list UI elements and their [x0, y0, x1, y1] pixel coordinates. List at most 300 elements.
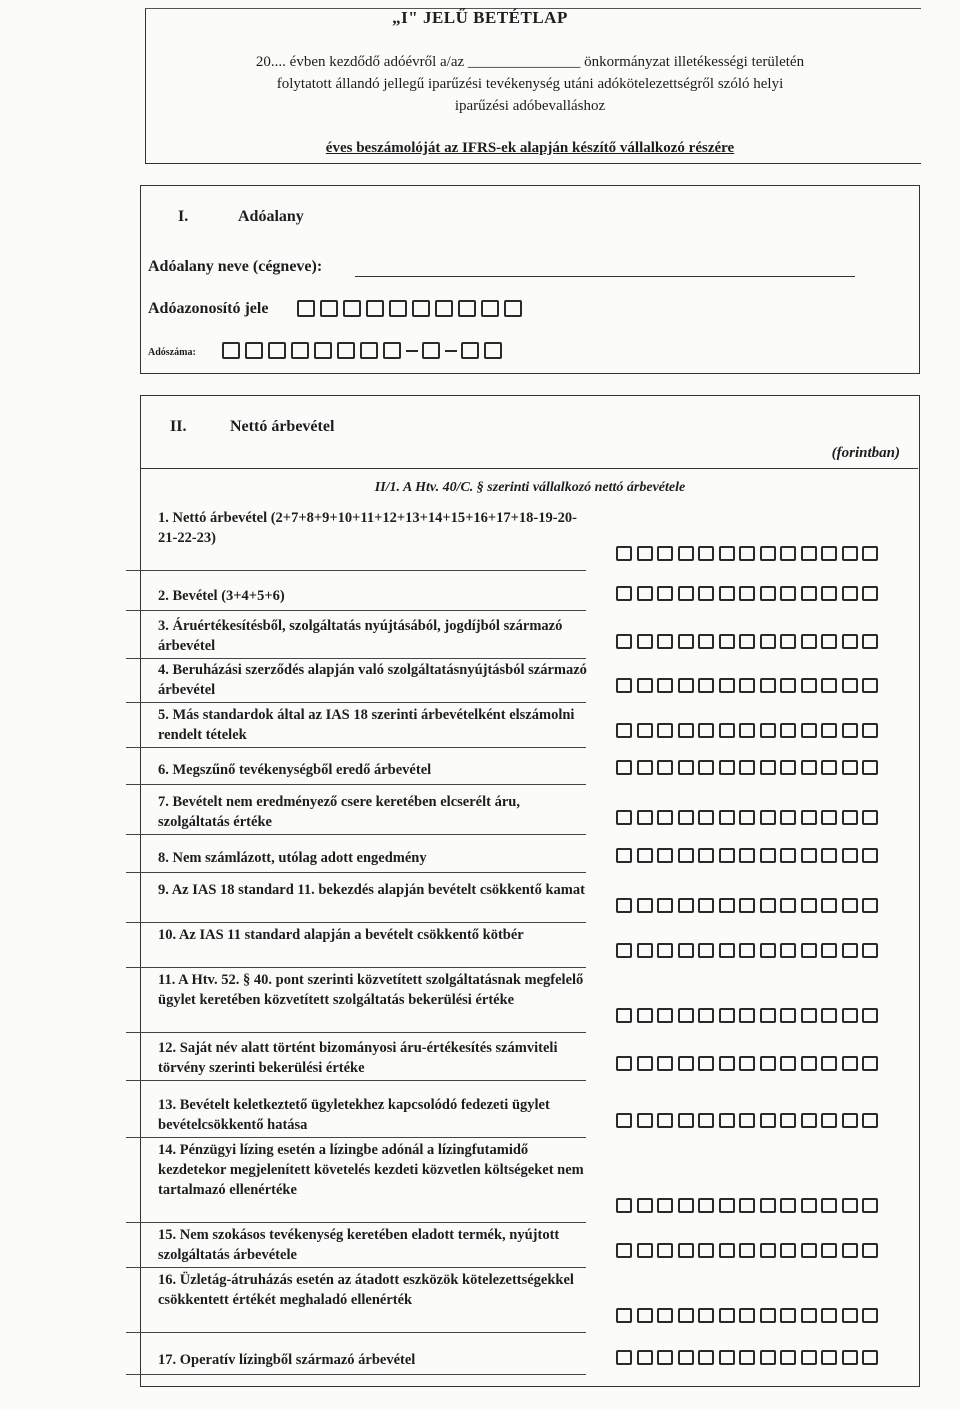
- amount-box[interactable]: [657, 678, 673, 693]
- amount-box[interactable]: [862, 1198, 878, 1213]
- amount-box[interactable]: [821, 760, 837, 775]
- amount-box[interactable]: [616, 678, 632, 693]
- amount-box[interactable]: [637, 546, 653, 561]
- tax-number-box[interactable]: [222, 342, 240, 359]
- amount-box[interactable]: [842, 1008, 858, 1023]
- amount-box[interactable]: [698, 1243, 714, 1258]
- amount-box[interactable]: [637, 943, 653, 958]
- header-line-1: 20.... évben kezdődő adóévről a/az _______________ önkormányzat illetékességi területén: [255, 54, 805, 70]
- tax-id-box[interactable]: [458, 300, 476, 317]
- amount-box[interactable]: [862, 723, 878, 738]
- row-amount-boxes-17[interactable]: [616, 1350, 883, 1365]
- amount-box[interactable]: [760, 760, 776, 775]
- amount-box[interactable]: [739, 586, 755, 601]
- amount-box[interactable]: [657, 848, 673, 863]
- amount-box[interactable]: [698, 1056, 714, 1071]
- amount-box[interactable]: [739, 678, 755, 693]
- tax-number-box[interactable]: [245, 342, 263, 359]
- amount-box[interactable]: [862, 634, 878, 649]
- amount-box[interactable]: [616, 1113, 632, 1128]
- amount-box[interactable]: [719, 586, 735, 601]
- amount-box[interactable]: [842, 634, 858, 649]
- row-label-17: 17. Operatív lízingből származó árbevétel: [158, 1352, 416, 1368]
- row-divider: [126, 570, 586, 571]
- amount-box[interactable]: [862, 810, 878, 825]
- amount-box[interactable]: [678, 1056, 694, 1071]
- amount-box[interactable]: [780, 723, 796, 738]
- amount-box[interactable]: [698, 943, 714, 958]
- row-label-1: 1. Nettó árbevétel (2+7+8+9+10+11+12+13+14+15+16+17+18-19-20-21-22-23): [158, 510, 577, 546]
- amount-box[interactable]: [678, 943, 694, 958]
- amount-box[interactable]: [637, 723, 653, 738]
- amount-box[interactable]: [862, 586, 878, 601]
- amount-box[interactable]: [678, 810, 694, 825]
- amount-box[interactable]: [637, 1056, 653, 1071]
- amount-box[interactable]: [780, 1113, 796, 1128]
- row-divider: [126, 1137, 586, 1138]
- amount-box[interactable]: [616, 586, 632, 601]
- row-amount-boxes-3[interactable]: [616, 634, 883, 649]
- amount-box[interactable]: [678, 1008, 694, 1023]
- amount-box[interactable]: [821, 1308, 837, 1323]
- amount-box[interactable]: [862, 1008, 878, 1023]
- amount-box[interactable]: [801, 1243, 817, 1258]
- amount-box[interactable]: [862, 898, 878, 913]
- row-divider: [126, 610, 586, 611]
- amount-box[interactable]: [698, 898, 714, 913]
- amount-box[interactable]: [719, 1198, 735, 1213]
- amount-box[interactable]: [821, 943, 837, 958]
- amount-box[interactable]: [801, 1056, 817, 1071]
- amount-box[interactable]: [637, 1243, 653, 1258]
- amount-box[interactable]: [637, 1350, 653, 1365]
- amount-box[interactable]: [616, 1008, 632, 1023]
- tax-id-box[interactable]: [366, 300, 384, 317]
- amount-box[interactable]: [678, 1113, 694, 1128]
- tax-number-box[interactable]: [422, 342, 440, 359]
- tax-id-box[interactable]: [389, 300, 407, 317]
- amount-box[interactable]: [719, 1008, 735, 1023]
- row-label-15: 15. Nem szokásos tevékenység keretében eladott termék, nyújtott szolgáltatás árbevétele: [158, 1227, 560, 1263]
- amount-box[interactable]: [657, 810, 673, 825]
- amount-box[interactable]: [862, 760, 878, 775]
- row-label-7: 7. Bevételt nem eredményező csere keretében elcserélt áru, szolgáltatás értéke: [158, 794, 520, 830]
- row-divider: [126, 1032, 586, 1033]
- amount-box[interactable]: [616, 1350, 632, 1365]
- amount-box[interactable]: [760, 1113, 776, 1128]
- section-1-number: I.: [178, 208, 189, 225]
- amount-box[interactable]: [801, 634, 817, 649]
- tax-id-box[interactable]: [504, 300, 522, 317]
- amount-box[interactable]: [719, 1308, 735, 1323]
- amount-box[interactable]: [657, 1056, 673, 1071]
- amount-box[interactable]: [657, 1308, 673, 1323]
- tax-number-box[interactable]: [383, 342, 401, 359]
- amount-box[interactable]: [821, 898, 837, 913]
- amount-box[interactable]: [637, 678, 653, 693]
- amount-box[interactable]: [637, 1008, 653, 1023]
- amount-box[interactable]: [739, 1113, 755, 1128]
- amount-box[interactable]: [739, 760, 755, 775]
- amount-box[interactable]: [698, 678, 714, 693]
- amount-box[interactable]: [739, 1350, 755, 1365]
- amount-box[interactable]: [862, 1350, 878, 1365]
- amount-box[interactable]: [637, 898, 653, 913]
- amount-box[interactable]: [780, 760, 796, 775]
- row-amount-boxes-10[interactable]: [616, 943, 883, 958]
- amount-box[interactable]: [678, 1308, 694, 1323]
- amount-box[interactable]: [780, 1008, 796, 1023]
- row-divider: [126, 1222, 586, 1223]
- amount-box[interactable]: [842, 943, 858, 958]
- row-divider: [126, 702, 586, 703]
- tax-id-box[interactable]: [320, 300, 338, 317]
- amount-box[interactable]: [760, 1243, 776, 1258]
- amount-box[interactable]: [637, 1308, 653, 1323]
- amount-box[interactable]: [862, 1113, 878, 1128]
- amount-box[interactable]: [821, 1243, 837, 1258]
- row-amount-boxes-2[interactable]: [616, 586, 883, 601]
- amount-box[interactable]: [719, 634, 735, 649]
- amount-box[interactable]: [862, 1056, 878, 1071]
- amount-box[interactable]: [616, 1243, 632, 1258]
- row-label-5: 5. Más standardok által az IAS 18 szerinti árbevételként elszámolni rendelt tételek: [158, 707, 575, 743]
- amount-box[interactable]: [801, 1198, 817, 1213]
- tax-number-box[interactable]: [291, 342, 309, 359]
- amount-box[interactable]: [821, 546, 837, 561]
- row-amount-boxes-12[interactable]: [616, 1056, 883, 1071]
- amount-box[interactable]: [657, 898, 673, 913]
- amount-box[interactable]: [637, 760, 653, 775]
- tax-id-box[interactable]: [481, 300, 499, 317]
- amount-box[interactable]: [616, 723, 632, 738]
- amount-box[interactable]: [657, 546, 673, 561]
- amount-box[interactable]: [780, 810, 796, 825]
- row-label-3: 3. Áruértékesítésből, szolgáltatás nyújtásából, jogdíjból származó árbevétel: [158, 618, 563, 654]
- amount-box[interactable]: [760, 1198, 776, 1213]
- dash-separator: [406, 350, 418, 352]
- amount-box[interactable]: [801, 1350, 817, 1365]
- tax-number-box[interactable]: [337, 342, 355, 359]
- amount-box[interactable]: [616, 634, 632, 649]
- amount-box[interactable]: [760, 723, 776, 738]
- amount-box[interactable]: [780, 1308, 796, 1323]
- amount-box[interactable]: [678, 898, 694, 913]
- amount-box[interactable]: [862, 1308, 878, 1323]
- amount-box[interactable]: [698, 723, 714, 738]
- amount-box[interactable]: [739, 1008, 755, 1023]
- amount-box[interactable]: [760, 634, 776, 649]
- amount-box[interactable]: [842, 898, 858, 913]
- amount-box[interactable]: [760, 546, 776, 561]
- amount-box[interactable]: [637, 848, 653, 863]
- header-line-2: folytatott állandó jellegű iparűzési tevékenység utáni adókötelezettségről szóló helyi: [276, 76, 784, 92]
- amount-box[interactable]: [678, 760, 694, 775]
- amount-box[interactable]: [780, 898, 796, 913]
- amount-box[interactable]: [739, 634, 755, 649]
- section-2-number: II.: [170, 418, 187, 435]
- tax-number-box[interactable]: [268, 342, 286, 359]
- row-divider: [126, 747, 586, 748]
- amount-box[interactable]: [698, 1113, 714, 1128]
- amount-box[interactable]: [719, 546, 735, 561]
- form-title: „I" JELŰ BETÉTLAP: [392, 8, 568, 27]
- tax-id-box[interactable]: [343, 300, 361, 317]
- amount-box[interactable]: [760, 586, 776, 601]
- amount-box[interactable]: [821, 1113, 837, 1128]
- amount-box[interactable]: [801, 723, 817, 738]
- amount-box[interactable]: [739, 943, 755, 958]
- amount-box[interactable]: [719, 723, 735, 738]
- amount-box[interactable]: [801, 1113, 817, 1128]
- amount-box[interactable]: [801, 848, 817, 863]
- amount-box[interactable]: [616, 760, 632, 775]
- taxpayer-name-label: Adóalany neve (cégneve):: [148, 258, 323, 275]
- amount-box[interactable]: [719, 1350, 735, 1365]
- row-divider: [126, 967, 586, 968]
- amount-box[interactable]: [616, 810, 632, 825]
- amount-box[interactable]: [780, 1198, 796, 1213]
- amount-box[interactable]: [698, 848, 714, 863]
- amount-box[interactable]: [821, 810, 837, 825]
- amount-box[interactable]: [698, 1008, 714, 1023]
- amount-box[interactable]: [698, 760, 714, 775]
- amount-box[interactable]: [760, 1008, 776, 1023]
- row-label-8: 8. Nem számlázott, utólag adott engedmény: [158, 850, 427, 866]
- amount-box[interactable]: [821, 678, 837, 693]
- row-amount-boxes-5[interactable]: [616, 723, 883, 738]
- amount-box[interactable]: [739, 898, 755, 913]
- amount-box[interactable]: [780, 546, 796, 561]
- amount-box[interactable]: [657, 1243, 673, 1258]
- amount-box[interactable]: [760, 1308, 776, 1323]
- amount-box[interactable]: [637, 634, 653, 649]
- amount-box[interactable]: [657, 723, 673, 738]
- amount-box[interactable]: [657, 943, 673, 958]
- tax-id-boxes[interactable]: [297, 300, 527, 317]
- amount-box[interactable]: [739, 723, 755, 738]
- amount-box[interactable]: [698, 586, 714, 601]
- amount-box[interactable]: [842, 1243, 858, 1258]
- amount-box[interactable]: [657, 1008, 673, 1023]
- row-amount-boxes-4[interactable]: [616, 678, 883, 693]
- row-divider: [126, 922, 586, 923]
- tax-number-box[interactable]: [360, 342, 378, 359]
- row-amount-boxes-6[interactable]: [616, 760, 883, 775]
- amount-box[interactable]: [821, 848, 837, 863]
- amount-box[interactable]: [719, 810, 735, 825]
- amount-box[interactable]: [657, 634, 673, 649]
- row-divider: [126, 1267, 586, 1268]
- amount-box[interactable]: [719, 1113, 735, 1128]
- amount-box[interactable]: [801, 898, 817, 913]
- taxpayer-name-field[interactable]: [355, 276, 855, 277]
- amount-box[interactable]: [637, 586, 653, 601]
- amount-box[interactable]: [801, 943, 817, 958]
- amount-box[interactable]: [657, 1198, 673, 1213]
- amount-box[interactable]: [616, 1056, 632, 1071]
- amount-box[interactable]: [801, 586, 817, 601]
- amount-box[interactable]: [821, 1350, 837, 1365]
- amount-box[interactable]: [842, 760, 858, 775]
- amount-box[interactable]: [862, 678, 878, 693]
- amount-box[interactable]: [801, 810, 817, 825]
- row-label-14: 14. Pénzügyi lízing esetén a lízingbe adónál a lízingfutamidő kezdetekor megjelenített követelés kezdeti közvetlen költségeket nem tartalmazó ellenértéke: [158, 1142, 584, 1198]
- amount-box[interactable]: [780, 1350, 796, 1365]
- amount-box[interactable]: [760, 1056, 776, 1071]
- amount-box[interactable]: [719, 898, 735, 913]
- amount-box[interactable]: [719, 678, 735, 693]
- amount-box[interactable]: [801, 1308, 817, 1323]
- amount-box[interactable]: [719, 760, 735, 775]
- amount-box[interactable]: [780, 848, 796, 863]
- amount-box[interactable]: [842, 586, 858, 601]
- amount-box[interactable]: [719, 1243, 735, 1258]
- tax-id-label: Adóazonosító jele: [148, 300, 269, 317]
- amount-box[interactable]: [862, 546, 878, 561]
- amount-box[interactable]: [719, 1056, 735, 1071]
- row-amount-boxes-15[interactable]: [616, 1243, 883, 1258]
- amount-box[interactable]: [760, 943, 776, 958]
- row-amount-boxes-11[interactable]: [616, 1008, 883, 1023]
- amount-box[interactable]: [780, 634, 796, 649]
- amount-box[interactable]: [842, 1113, 858, 1128]
- amount-box[interactable]: [739, 546, 755, 561]
- amount-box[interactable]: [842, 723, 858, 738]
- amount-box[interactable]: [739, 1056, 755, 1071]
- amount-box[interactable]: [862, 943, 878, 958]
- header-line-3: iparűzési adóbevalláshoz: [454, 98, 606, 114]
- row-label-6: 6. Megszűnő tevékenységből eredő árbevétel: [158, 762, 432, 778]
- amount-box[interactable]: [842, 1056, 858, 1071]
- amount-box[interactable]: [842, 1198, 858, 1213]
- amount-box[interactable]: [842, 810, 858, 825]
- row-divider: [126, 1374, 586, 1375]
- amount-box[interactable]: [637, 1113, 653, 1128]
- amount-box[interactable]: [780, 586, 796, 601]
- row-label-12: 12. Saját név alatt történt bizományosi áru-értékesítés számviteli törvény szerinti bekerülési értéke: [158, 1040, 558, 1076]
- tax-id-box[interactable]: [435, 300, 453, 317]
- tax-id-box[interactable]: [412, 300, 430, 317]
- amount-box[interactable]: [739, 1308, 755, 1323]
- amount-box[interactable]: [739, 848, 755, 863]
- amount-box[interactable]: [678, 1350, 694, 1365]
- amount-box[interactable]: [637, 810, 653, 825]
- tax-number-box[interactable]: [484, 342, 502, 359]
- amount-box[interactable]: [842, 1308, 858, 1323]
- row-amount-boxes-14[interactable]: [616, 1198, 883, 1213]
- amount-box[interactable]: [801, 678, 817, 693]
- amount-box[interactable]: [616, 848, 632, 863]
- amount-box[interactable]: [760, 678, 776, 693]
- tax-number-boxes[interactable]: [222, 342, 507, 359]
- amount-box[interactable]: [678, 1198, 694, 1213]
- amount-box[interactable]: [801, 1008, 817, 1023]
- amount-box[interactable]: [821, 723, 837, 738]
- amount-box[interactable]: [637, 1198, 653, 1213]
- amount-box[interactable]: [678, 1243, 694, 1258]
- row-amount-boxes-13[interactable]: [616, 1113, 883, 1128]
- tax-number-label: Adószáma:: [148, 347, 196, 358]
- amount-box[interactable]: [678, 678, 694, 693]
- amount-box[interactable]: [678, 723, 694, 738]
- amount-box[interactable]: [821, 586, 837, 601]
- amount-box[interactable]: [842, 1350, 858, 1365]
- section-1-title: Adóalany: [238, 208, 304, 225]
- amount-box[interactable]: [616, 898, 632, 913]
- amount-box[interactable]: [698, 546, 714, 561]
- amount-box[interactable]: [739, 1243, 755, 1258]
- amount-box[interactable]: [678, 848, 694, 863]
- header-subtitle: éves beszámolóját az IFRS-ek alapján készítő vállalkozó részére: [325, 140, 735, 156]
- section-2-header-divider: [140, 468, 918, 469]
- amount-box[interactable]: [657, 586, 673, 601]
- amount-box[interactable]: [821, 1198, 837, 1213]
- amount-box[interactable]: [698, 810, 714, 825]
- row-amount-boxes-9[interactable]: [616, 898, 883, 913]
- amount-box[interactable]: [616, 943, 632, 958]
- amount-box[interactable]: [842, 546, 858, 561]
- tax-number-box[interactable]: [461, 342, 479, 359]
- amount-box[interactable]: [657, 760, 673, 775]
- tax-id-box[interactable]: [297, 300, 315, 317]
- amount-box[interactable]: [739, 1198, 755, 1213]
- amount-box[interactable]: [657, 1350, 673, 1365]
- amount-box[interactable]: [760, 898, 776, 913]
- amount-box[interactable]: [719, 943, 735, 958]
- amount-box[interactable]: [698, 1350, 714, 1365]
- row-amount-boxes-16[interactable]: [616, 1308, 883, 1323]
- row-label-11: 11. A Htv. 52. § 40. pont szerinti közvetített szolgáltatásnak megfelelő ügylet keretében közvetített szolgáltatás bekerülési értéke: [158, 972, 584, 1008]
- amount-box[interactable]: [760, 848, 776, 863]
- amount-box[interactable]: [698, 1198, 714, 1213]
- amount-box[interactable]: [678, 586, 694, 601]
- amount-box[interactable]: [780, 943, 796, 958]
- amount-box[interactable]: [616, 1308, 632, 1323]
- amount-box[interactable]: [760, 1350, 776, 1365]
- amount-box[interactable]: [678, 546, 694, 561]
- amount-box[interactable]: [821, 634, 837, 649]
- amount-box[interactable]: [862, 1243, 878, 1258]
- amount-box[interactable]: [862, 848, 878, 863]
- row-amount-boxes-1[interactable]: [616, 546, 883, 561]
- amount-box[interactable]: [780, 1243, 796, 1258]
- amount-box[interactable]: [821, 1008, 837, 1023]
- row-label-13: 13. Bevételt keletkeztető ügyletekhez kapcsolódó fedezeti ügylet bevételcsökkentő hatása: [158, 1097, 550, 1133]
- amount-box[interactable]: [842, 678, 858, 693]
- amount-box[interactable]: [657, 1113, 673, 1128]
- amount-box[interactable]: [698, 634, 714, 649]
- amount-box[interactable]: [678, 634, 694, 649]
- amount-box[interactable]: [801, 546, 817, 561]
- amount-box[interactable]: [842, 848, 858, 863]
- tax-number-box[interactable]: [314, 342, 332, 359]
- amount-box[interactable]: [780, 1056, 796, 1071]
- amount-box[interactable]: [616, 1198, 632, 1213]
- amount-box[interactable]: [801, 760, 817, 775]
- row-amount-boxes-7[interactable]: [616, 810, 883, 825]
- amount-box[interactable]: [821, 1056, 837, 1071]
- amount-box[interactable]: [780, 678, 796, 693]
- row-amount-boxes-8[interactable]: [616, 848, 883, 863]
- amount-box[interactable]: [739, 810, 755, 825]
- unit-label: (forintban): [831, 445, 900, 461]
- amount-box[interactable]: [616, 546, 632, 561]
- amount-box[interactable]: [698, 1308, 714, 1323]
- amount-box[interactable]: [760, 810, 776, 825]
- dash-separator: [445, 350, 457, 352]
- amount-box[interactable]: [719, 848, 735, 863]
